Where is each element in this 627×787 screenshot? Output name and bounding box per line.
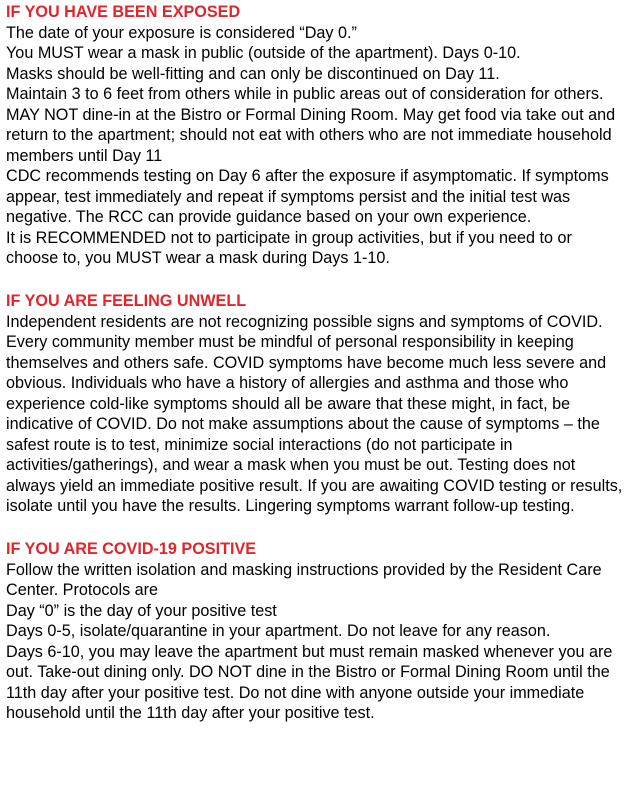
section-heading: IF YOU ARE FEELING UNWELL [6, 292, 247, 310]
section-spacer [6, 269, 624, 290]
paragraph: Independent residents are not recognizing possible signs and symptoms of COVID. Every community member must be mindful of personal responsibility in keeping themselves and others safe. COVID symptoms have become much less severe and obvious. Individuals who have a history of allergies and asthma and those who experience cold-like symptoms should all be aware that these might, in fact, be indicative of COVID. Do not make assumptions about the cause of symptoms – the safest route is to test, minimize social interactions (do not participate in activities/gatherings), and wear a mask when you must be out. Testing does not always yield an immediate positive result. If you are awaiting COVID testing or results, isolate until you have the results. Lingering symptoms warrant follow-up testing. [6, 312, 623, 515]
paragraph: CDC recommends testing on Day 6 after the exposure if asymptomatic. If symptoms appear, test immediately and repeat if symptoms persist and the initial test was negative. The RCC can provide guidance based on your own experience. [6, 167, 609, 226]
section-unwell [6, 291, 624, 517]
paragraph: You MUST wear a mask in public (outside of the apartment). Days 0-10. [6, 44, 521, 62]
paragraph: MAY NOT dine-in at the Bistro or Formal Dining Room. May get food via take out and return to the apartment; should not eat with others who are not immediate household members until Day 11 [6, 105, 616, 165]
document-page [6, 0, 624, 724]
section-heading: IF YOU HAVE BEEN EXPOSED [6, 3, 241, 21]
section-heading: IF YOU ARE COVID-19 POSITIVE [6, 540, 257, 558]
paragraph: Days 6-10, you may leave the apartment but must remain masked whenever you are out. Take-out dining only. DO NOT dine in the Bistro or Formal Dining Room until the 11th day after your positive test. Do not dine with anyone outside your immediate household until the 11th day after your positive test. [6, 642, 613, 722]
paragraph: Maintain 3 to 6 feet from others while in public areas out of consideration for others. [6, 85, 604, 103]
paragraph: Masks should be well-fitting and can only be discontinued on Day 11. [6, 64, 500, 83]
section-positive [6, 539, 624, 724]
section-spacer [6, 517, 624, 538]
paragraph: It is RECOMMENDED not to participate in group activities, but if you need to or choose to, you MUST wear a mask during Days 1-10. [6, 228, 572, 267]
paragraph: Day “0” is the day of your positive test [6, 601, 277, 620]
paragraph: Days 0-5, isolate/quarantine in your apartment. Do not leave for any reason. [6, 622, 551, 640]
paragraph: Follow the written isolation and masking instructions provided by the Resident Care Center. Protocols are [6, 560, 602, 599]
section-exposed [6, 2, 624, 269]
paragraph: The date of your exposure is considered “Day 0.” [6, 23, 357, 42]
